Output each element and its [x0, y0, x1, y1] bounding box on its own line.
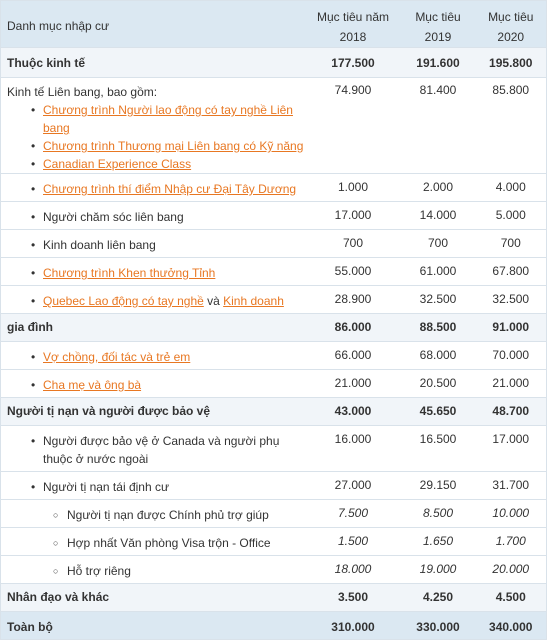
cell-2020: 67.800 — [476, 258, 547, 286]
link-provincial-nominee[interactable]: Chương trình Khen thưởng Tỉnh — [43, 266, 216, 280]
cell-2018: 1.000 — [306, 174, 401, 202]
cell-2018: 74.900 — [306, 78, 401, 174]
cell-2020: 91.000 — [476, 314, 547, 342]
row-label-cell — [1, 78, 306, 174]
row-label: gia đình — [1, 314, 306, 342]
header-category: Danh mục nhập cư — [1, 1, 306, 48]
row-privately-sponsored — [1, 556, 547, 584]
cell-2018: 1.500 — [306, 528, 401, 556]
cell-2019: 4.250 — [401, 584, 476, 612]
cell-2020: 21.000 — [476, 370, 547, 398]
cell-2019: 8.500 — [401, 500, 476, 528]
link-quebec-business[interactable]: Kinh doanh — [223, 294, 284, 308]
cell-2020: 4.000 — [476, 174, 547, 202]
cell-2019: 61.000 — [401, 258, 476, 286]
row-economic — [1, 48, 547, 78]
cell-2020: 4.500 — [476, 584, 547, 612]
row-parents-grandparents — [1, 370, 547, 398]
cell-2020: 10.000 — [476, 500, 547, 528]
link-atlantic-pilot[interactable]: Chương trình thí điểm Nhập cư Đại Tây Dương — [43, 182, 297, 196]
cell-2019: 19.000 — [401, 556, 476, 584]
row-label: • Kinh doanh liên bang — [7, 236, 306, 254]
row-provincial-nominee — [1, 258, 547, 286]
row-label: • Người chăm sóc liên bang — [7, 208, 306, 226]
cell-2019: 88.500 — [401, 314, 476, 342]
cell-2019: 32.500 — [401, 286, 476, 314]
cell-2020: 195.800 — [476, 48, 547, 78]
link-spouses-partners-children[interactable]: Vợ chồng, đối tác và trẻ em — [43, 350, 191, 364]
row-label: Kinh tế Liên bang, bao gồm: — [7, 85, 158, 99]
cell-2019: 191.600 — [401, 48, 476, 78]
cell-2020: 700 — [476, 230, 547, 258]
cell-2018: 43.000 — [306, 398, 401, 426]
cell-2019: 68.000 — [401, 342, 476, 370]
cell-2020: 1.700 — [476, 528, 547, 556]
header-2019: Mục tiêu 2019 — [401, 1, 476, 48]
cell-2018: 16.000 — [306, 426, 401, 472]
row-federal-economic — [1, 78, 547, 174]
row-blended-visa-office — [1, 528, 547, 556]
row-label: Thuộc kinh tế — [1, 48, 306, 78]
header-2018: Mục tiêu năm 2018 — [306, 1, 401, 48]
row-label-joiner: và — [203, 294, 224, 308]
row-spouses — [1, 342, 547, 370]
row-label: Nhân đạo và khác — [1, 584, 306, 612]
cell-2020: 70.000 — [476, 342, 547, 370]
row-family — [1, 314, 547, 342]
cell-2018: 7.500 — [306, 500, 401, 528]
row-humanitarian — [1, 584, 547, 612]
cell-2019: 20.500 — [401, 370, 476, 398]
cell-2020: 48.700 — [476, 398, 547, 426]
cell-2019: 45.650 — [401, 398, 476, 426]
link-federal-skilled-worker[interactable]: Chương trình Người lao động có tay nghề Liên bang — [43, 103, 293, 135]
cell-2019: 1.650 — [401, 528, 476, 556]
row-label: Toàn bộ — [1, 612, 306, 640]
link-quebec-skilled-worker[interactable]: Quebec Lao động có tay nghề — [43, 294, 204, 308]
row-atlantic-pilot — [1, 174, 547, 202]
header-row — [1, 1, 547, 48]
row-label: ○ Người tị nạn được Chính phủ trợ giúp — [7, 506, 306, 524]
row-protected-persons — [1, 426, 547, 472]
row-total — [1, 612, 547, 640]
row-federal-business — [1, 230, 547, 258]
row-label: • Người tị nạn tái định cư — [7, 478, 306, 496]
row-label: ○ Hỗ trợ riêng — [7, 562, 306, 580]
cell-2018: 55.000 — [306, 258, 401, 286]
cell-2020: 32.500 — [476, 286, 547, 314]
cell-2019: 330.000 — [401, 612, 476, 640]
link-federal-skilled-trades[interactable]: Chương trình Thương mại Liên bang có Kỹ năng — [43, 139, 304, 153]
cell-2018: 310.000 — [306, 612, 401, 640]
cell-2018: 66.000 — [306, 342, 401, 370]
cell-2020: 85.800 — [476, 78, 547, 174]
cell-2018: 17.000 — [306, 202, 401, 230]
row-label: • Người được bảo vệ ở Canada và người phụ thuộc ở nước ngoài — [7, 432, 306, 468]
row-government-assisted — [1, 500, 547, 528]
cell-2020: 17.000 — [476, 426, 547, 472]
row-label: Người tị nạn và người được bảo vệ — [1, 398, 306, 426]
cell-2018: 177.500 — [306, 48, 401, 78]
row-label: ○ Hợp nhất Văn phòng Visa trộn - Office — [7, 534, 306, 552]
cell-2020: 31.700 — [476, 472, 547, 500]
cell-2018: 700 — [306, 230, 401, 258]
cell-2019: 700 — [401, 230, 476, 258]
cell-2018: 86.000 — [306, 314, 401, 342]
cell-2020: 20.000 — [476, 556, 547, 584]
cell-2018: 28.900 — [306, 286, 401, 314]
cell-2020: 340.000 — [476, 612, 547, 640]
link-parents-grandparents[interactable]: Cha mẹ và ông bà — [43, 378, 142, 392]
cell-2019: 81.400 — [401, 78, 476, 174]
cell-2019: 2.000 — [401, 174, 476, 202]
cell-2018: 27.000 — [306, 472, 401, 500]
cell-2018: 18.000 — [306, 556, 401, 584]
row-quebec — [1, 286, 547, 314]
header-2020: Mục tiêu 2020 — [476, 1, 547, 48]
row-resettled-refugees — [1, 472, 547, 500]
cell-2019: 16.500 — [401, 426, 476, 472]
cell-2018: 21.000 — [306, 370, 401, 398]
link-canadian-experience-class[interactable]: Canadian Experience Class — [43, 157, 192, 171]
cell-2019: 29.150 — [401, 472, 476, 500]
row-refugees — [1, 398, 547, 426]
cell-2020: 5.000 — [476, 202, 547, 230]
cell-2019: 14.000 — [401, 202, 476, 230]
row-caregivers — [1, 202, 547, 230]
cell-2018: 3.500 — [306, 584, 401, 612]
